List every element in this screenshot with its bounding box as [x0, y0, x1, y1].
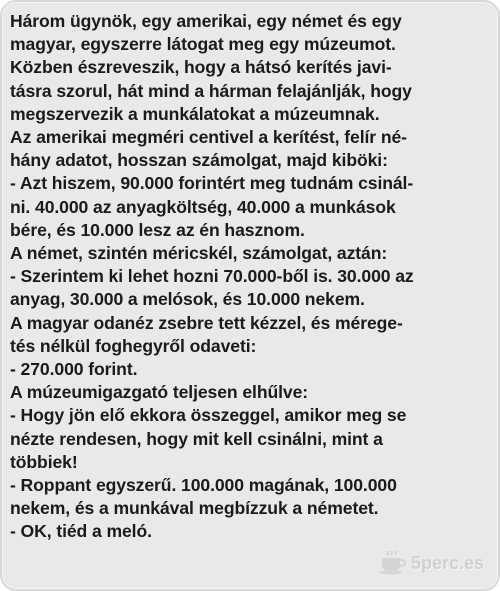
joke-text — [10, 10, 498, 544]
joke-line: megszervezik a munkálatokat a múzeumnak. — [10, 103, 380, 124]
joke-line: - Hogy jön elő ekkora összeggel, amikor meg se — [10, 405, 407, 426]
joke-line: A magyar odanéz zsebre tett kézzel, és mérege- — [10, 312, 403, 333]
joke-line: A múzeumigazgató teljesen elhűlve: — [10, 382, 309, 403]
joke-line: nekem, és a munkával megbízzuk a németet. — [10, 498, 379, 519]
joke-line: anyag, 30.000 a melósok, és 10.000 nekem. — [10, 289, 365, 310]
joke-line: tés nélkül foghegyről odaveti: — [10, 335, 257, 356]
joke-line: - 270.000 forint. — [10, 359, 138, 380]
coffee-cup-icon — [377, 551, 407, 575]
joke-line: - Azt hiszem, 90.000 forintért meg tudnám csinál- — [10, 173, 414, 194]
joke-line: többiek! — [10, 451, 78, 472]
joke-line: - Roppant egyszerű. 100.000 magának, 100.000 — [10, 475, 397, 496]
joke-line: Három ügynök, egy amerikai, egy német és egy — [10, 11, 402, 31]
joke-line: bére, és 10.000 lesz az én hasznom. — [10, 219, 305, 240]
joke-line: Közben észreveszik, hogy a hátsó kerítés javi- — [10, 57, 392, 78]
joke-line: magyar, egyszerre látogat meg egy múzeumot. — [10, 34, 396, 55]
joke-line: nézte rendesen, hogy mit kell csinálni, mint a — [10, 428, 383, 449]
joke-line: Az amerikai megméri centivel a kerítést, felír né- — [10, 127, 407, 148]
watermark-text: 5perc.es — [410, 552, 484, 573]
joke-line: hány adatot, hosszan számolgat, majd kiböki: — [10, 150, 388, 171]
joke-line: A német, szintén méricskél, számolgat, aztán: — [10, 243, 388, 264]
joke-line: tásra szorul, hát mind a hárman felajánlják, hogy — [10, 80, 412, 101]
watermark — [377, 551, 484, 575]
joke-line: - OK, tiéd a meló. — [10, 521, 152, 542]
joke-line: - Szerintem ki lehet hozni 70.000-ből is. 30.000 az — [10, 266, 414, 287]
joke-line: ni. 40.000 az anyagköltség, 40.000 a munkások — [10, 196, 396, 217]
